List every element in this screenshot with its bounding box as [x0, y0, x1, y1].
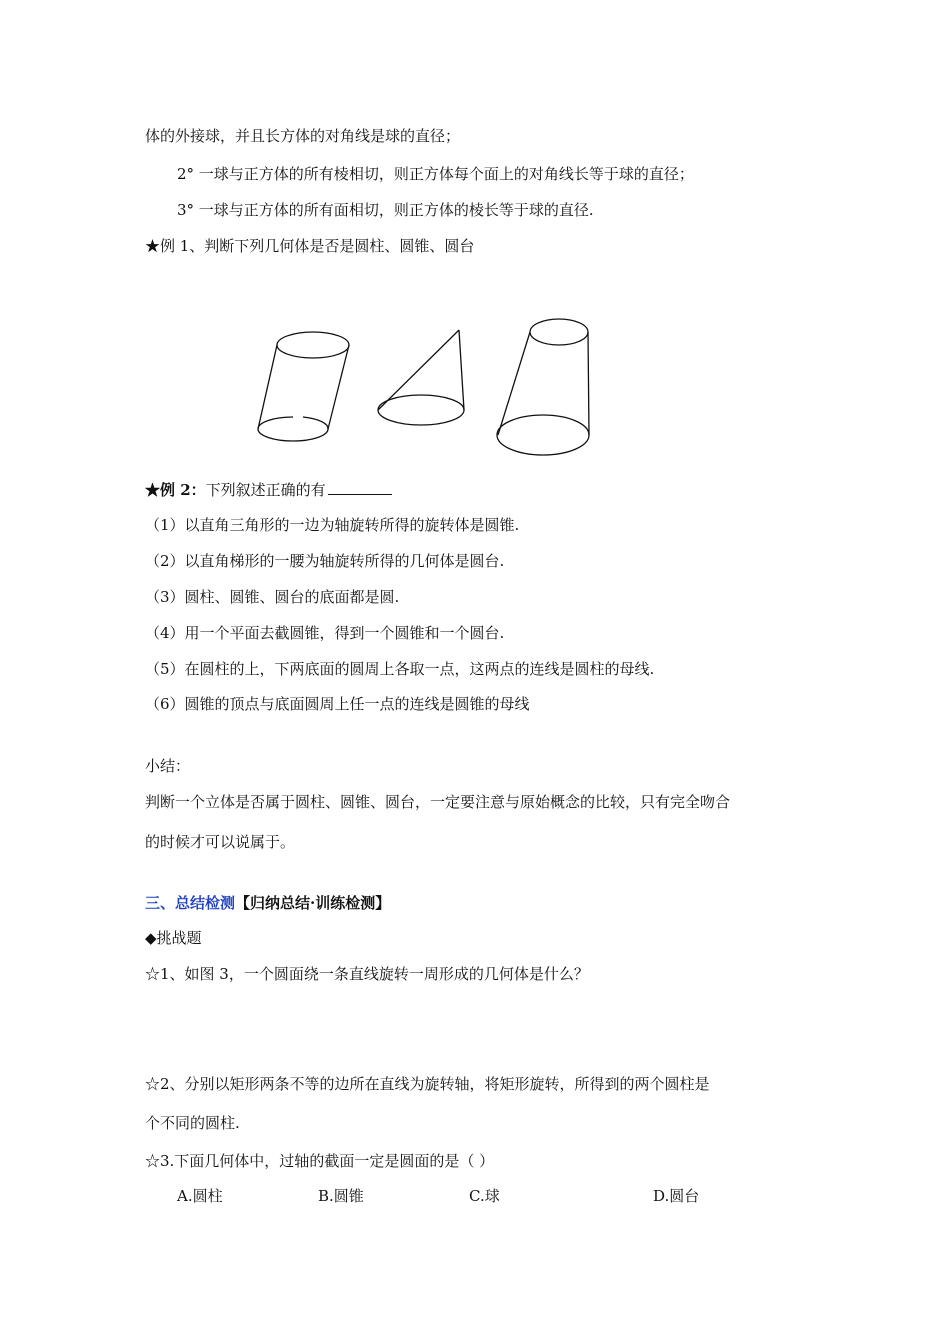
question-1: ☆1、如图 3，一个圆面绕一条直线旋转一周形成的几何体是什么？	[145, 965, 589, 983]
frustum-shape	[497, 319, 589, 455]
option-a[interactable]: A.圆柱	[177, 1187, 223, 1205]
question-2-line-2: 个不同的圆柱.	[145, 1114, 240, 1132]
option-c[interactable]: C.球	[469, 1187, 500, 1205]
statement-1: （1）以直角三角形的一边为轴旋转所得的旋转体是圆锥.	[145, 516, 520, 534]
oblique-cylinder-shape	[258, 332, 349, 441]
text-line-2: 2° 一球与正方体的所有棱相切，则正方体每个面上的对角线长等于球的直径；	[177, 165, 694, 183]
oblique-cone-shape	[378, 330, 464, 425]
statement-6: （6）圆锥的顶点与底面圆周上任一点的连线是圆锥的母线	[145, 695, 530, 713]
example-1-title: ★例 1、判断下列几何体是否是圆柱、圆锥、圆台	[145, 237, 475, 255]
option-b[interactable]: B.圆锥	[318, 1187, 364, 1205]
section-3-title: 三、总结检测	[145, 894, 236, 912]
example-2-label: ★例 2：	[145, 481, 206, 499]
section-3-subtitle: 【归纳总结·训练检测】	[235, 894, 391, 912]
challenge-heading: ◆挑战题	[145, 929, 202, 947]
question-3: ☆3.下面几何体中，过轴的截面一定是圆面的是（ ）	[145, 1152, 495, 1170]
summary-title: 小结：	[145, 757, 191, 775]
statement-4: （4）用一个平面去截圆锥，得到一个圆锥和一个圆台.	[145, 624, 505, 642]
example-2-title	[145, 480, 392, 500]
summary-line-1: 判断一个立体是否属于圆柱、圆锥、圆台，一定要注意与原始概念的比较，只有完全吻合	[145, 793, 731, 811]
text-line-3: 3° 一球与正方体的所有面相切，则正方体的棱长等于球的直径.	[177, 201, 594, 219]
statement-2: （2）以直角梯形的一腰为轴旋转所得的几何体是圆台.	[145, 552, 505, 570]
option-d[interactable]: D.圆台	[653, 1187, 700, 1205]
answer-blank[interactable]	[328, 480, 392, 495]
solids-figure	[250, 312, 600, 462]
example-2-text: 下列叙述正确的有	[205, 481, 326, 499]
summary-line-2: 的时候才可以说属于。	[145, 833, 296, 851]
statement-5: （5）在圆柱的上，下两底面的圆周上各取一点，这两点的连线是圆柱的母线.	[145, 660, 655, 678]
statement-3: （3）圆柱、圆锥、圆台的底面都是圆.	[145, 588, 400, 606]
text-line-1: 体的外接球，并且长方体的对角线是球的直径；	[145, 127, 461, 145]
question-2-line-1: ☆2、分别以矩形两条不等的边所在直线为旋转轴，将矩形旋转，所得到的两个圆柱是	[145, 1075, 710, 1093]
section-3-heading	[145, 893, 390, 913]
